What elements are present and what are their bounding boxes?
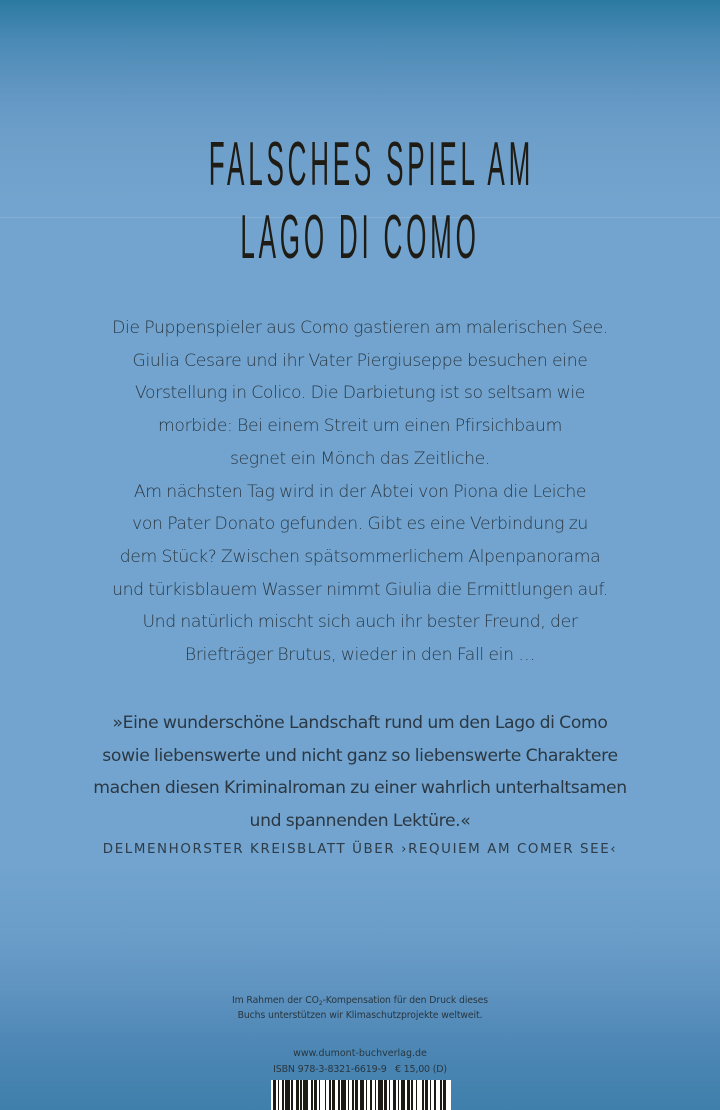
blurb-line: Am nächsten Tag wird in der Abtei von Piona die Leiche — [133, 481, 587, 502]
blurb-text — [0, 312, 720, 672]
blurb-line: Giulia Cesare und ihr Vater Piergiuseppe besuchen eine — [132, 350, 588, 371]
review-source: DELMENHORSTER KREISBLATT ÜBER ›REQUIEM AM COMER SEE‹ — [102, 842, 618, 857]
quote-line: machen diesen Kriminalroman zu einer wahrlich unterhaltsamen — [93, 778, 627, 799]
co2-subscript: 2 — [318, 1000, 323, 1007]
barcode — [271, 1080, 451, 1110]
isbn-price-line — [0, 1064, 720, 1075]
blurb-line: und türkisblauem Wasser nimmt Giulia die Ermittlungen auf. — [112, 579, 608, 600]
quote-line: sowie liebenswerte und nicht ganz so liebenswerte Charaktere — [102, 745, 618, 766]
blurb-line: Vorstellung in Colico. Die Darbietung ist so seltsam wie — [134, 383, 586, 404]
review-quote — [0, 707, 720, 838]
blurb-line: von Pater Donato gefunden. Gibt es eine Verbindung zu — [132, 514, 588, 535]
co2-notice — [0, 994, 720, 1023]
blurb-line: Die Puppenspieler aus Como gastieren am malerischen See. — [112, 318, 608, 338]
co2-text-before: Im Rahmen der CO — [231, 995, 319, 1006]
blurb-line: morbide: Bei einem Streit um einen Pfirsichbaum — [158, 416, 562, 437]
price: € 15,00 (D) — [395, 1064, 447, 1075]
title-line-1: FALSCHES SPIEL AM — [208, 130, 535, 199]
blurb-line: Und natürlich mischt sich auch ihr bester Freund, der — [142, 612, 578, 633]
publisher-website[interactable]: www.dumont-buchverlag.de — [293, 1048, 427, 1059]
blurb-line: segnet ein Mönch das Zeitliche. — [229, 448, 491, 469]
book-title — [0, 128, 720, 274]
blurb-line: Briefträger Brutus, wieder in den Fall ein … — [184, 645, 536, 666]
quote-line: »Eine wunderschöne Landschaft rund um den Lago di Como — [112, 713, 608, 733]
title-line-2: LAGO DI COMO — [240, 203, 480, 272]
co2-text-after: -Kompensation für den Druck dieses — [322, 995, 489, 1006]
isbn: ISBN 978-3-8321-6619-9 — [273, 1064, 387, 1075]
co2-line-2: Buchs unterstützen wir Klimaschutzprojekte weltweit. — [237, 1009, 483, 1021]
barcode-bar — [443, 1080, 446, 1110]
blurb-line: dem Stück? Zwischen spätsommerlichem Alpenpanorama — [119, 546, 601, 567]
co2-line-1 — [0, 994, 720, 1009]
quote-line: und spannenden Lektüre.« — [249, 811, 471, 832]
